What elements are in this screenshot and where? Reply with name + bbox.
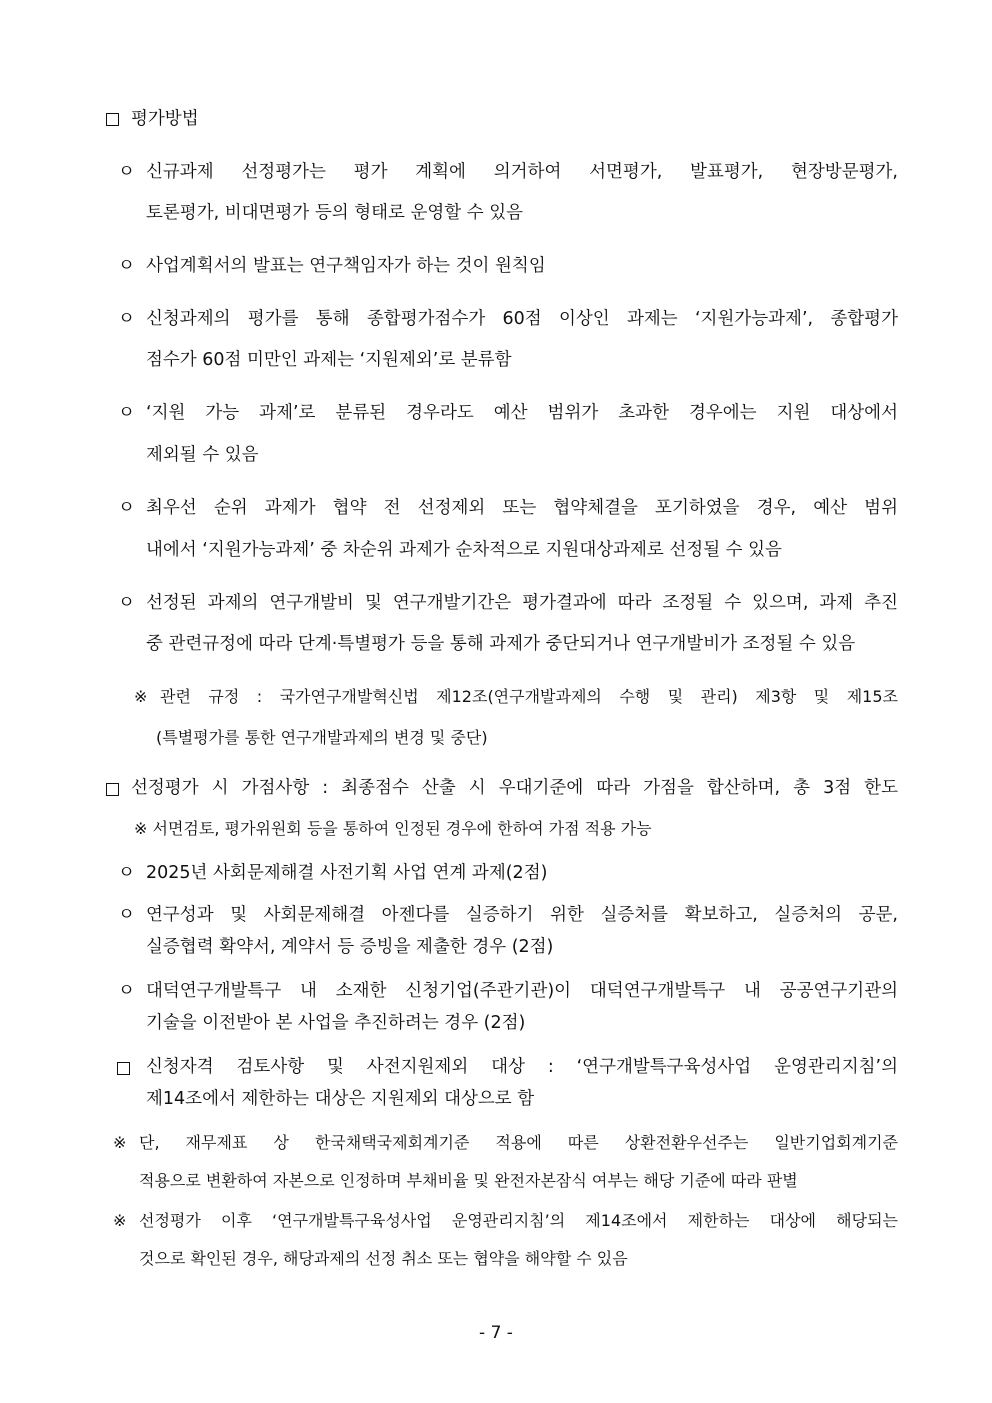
- checkbox-square-icon: [117, 1062, 130, 1075]
- bullet-circle-icon: ㅇ: [118, 905, 135, 925]
- eligibility-line-2: 제14조에서 제한하는 대상은 지원제외 대상으로 함: [146, 1089, 535, 1109]
- eligibility-note-1-line-1: 단, 재무제표 상 한국채택국제회계기준 적용에 따른 상환전환우선주는 일반기업회계기준: [139, 1133, 898, 1152]
- eval-item-3-line-2: 점수가 60점 미만인 과제는 ‘지원제외’로 분류함: [146, 350, 512, 370]
- bonus-item-3-line-1: 대덕연구개발특구 내 소재한 신청기업(주관기관)이 대덕연구개발특구 내 공공연구기관의: [146, 981, 898, 1001]
- bullet-circle-icon: ㅇ: [118, 498, 135, 518]
- bonus-item-3-line-2: 기술을 이전받아 본 사업을 추진하려는 경우 (2점): [146, 1013, 526, 1033]
- section-heading-eval: 평가방법: [131, 109, 199, 129]
- eval-item-4-line-2: 제외될 수 있음: [146, 445, 259, 465]
- bullet-circle-icon: ㅇ: [118, 256, 135, 276]
- eval-item-6-line-2: 중 관련규정에 따라 단계·특별평가 등을 통해 과제가 중단되거나 연구개발비가 조정될 수 있음: [146, 634, 856, 654]
- eval-item-1-line-2: 토론평가, 비대면평가 등의 형태로 운영할 수 있음: [146, 203, 524, 223]
- eval-item-1-line-1: 신규과제 선정평가는 평가 계획에 의거하여 서면평가, 발표평가, 현장방문평가,: [146, 162, 898, 182]
- bullet-circle-icon: ㅇ: [118, 309, 135, 329]
- checkbox-square-icon: [106, 783, 119, 796]
- reference-mark-icon: ※: [134, 687, 148, 706]
- bonus-item-2-line-1: 연구성과 및 사회문제해결 아젠다를 실증하기 위한 실증처를 확보하고, 실증처의 공문,: [146, 905, 898, 925]
- eval-item-5-line-1: 최우선 순위 과제가 협약 전 선정제외 또는 협약체결을 포기하였을 경우, 예산 범위: [146, 498, 898, 518]
- eligibility-line-1: 신청자격 검토사항 및 사전지원제외 대상 : ‘연구개발특구육성사업 운영관리지침’의: [146, 1057, 898, 1077]
- eligibility-note-2-line-1: 선정평가 이후 ‘연구개발특구육성사업 운영관리지침’의 제14조에서 제한하는 대상에 해당되는: [139, 1211, 898, 1230]
- bullet-circle-icon: ㅇ: [118, 593, 135, 613]
- eval-note-line-1: 관련 규정 : 국가연구개발혁신법 제12조(연구개발과제의 수행 및 관리) 제3항 및 제15조: [160, 687, 898, 706]
- reference-mark-icon: ※: [113, 1211, 127, 1230]
- bonus-note: ※ 서면검토, 평가위원회 등을 통하여 인정된 경우에 한하여 가점 적용 가능: [134, 819, 652, 838]
- bonus-item-1-line-1: 2025년 사회문제해결 사전기획 사업 연계 과제(2점): [146, 863, 548, 883]
- eval-item-5-line-2: 내에서 ‘지원가능과제’ 중 차순위 과제가 순차적으로 지원대상과제로 선정될 수 있음: [146, 540, 782, 560]
- reference-mark-icon: ※: [113, 1133, 127, 1152]
- eval-note-line-2: (특별평가를 통한 연구개발과제의 변경 및 중단): [156, 728, 488, 747]
- bullet-circle-icon: ㅇ: [118, 863, 135, 883]
- bonus-item-2-line-2: 실증협력 확약서, 계약서 등 증빙을 제출한 경우 (2점): [146, 937, 554, 957]
- eval-item-4-line-1: ‘지원 가능 과제’로 분류된 경우라도 예산 범위가 초과한 경우에는 지원 대상에서: [146, 403, 898, 423]
- page-number: - 7 -: [479, 1323, 513, 1343]
- section-heading-bonus: 선정평가 시 가점사항 : 최종점수 산출 시 우대기준에 따라 가점을 합산하며, 총 3점 한도: [131, 778, 898, 798]
- eligibility-note-2-line-2: 것으로 확인된 경우, 해당과제의 선정 취소 또는 협약을 해약할 수 있음: [139, 1249, 628, 1268]
- eval-item-2-line-1: 사업계획서의 발표는 연구책임자가 하는 것이 원칙임: [146, 256, 546, 276]
- checkbox-square-icon: [106, 113, 119, 126]
- bullet-circle-icon: ㅇ: [118, 981, 135, 1001]
- eval-item-3-line-1: 신청과제의 평가를 통해 종합평가점수가 60점 이상인 과제는 ‘지원가능과제’, 종합평가: [146, 309, 898, 329]
- eligibility-note-1-line-2: 적용으로 변환하여 자본으로 인정하며 부채비율 및 완전자본잠식 여부는 해당 기준에 따라 판별: [139, 1171, 798, 1190]
- bullet-circle-icon: ㅇ: [118, 403, 135, 423]
- bullet-circle-icon: ㅇ: [118, 162, 135, 182]
- eval-item-6-line-1: 선정된 과제의 연구개발비 및 연구개발기간은 평가결과에 따라 조정될 수 있으며, 과제 추진: [146, 593, 898, 613]
